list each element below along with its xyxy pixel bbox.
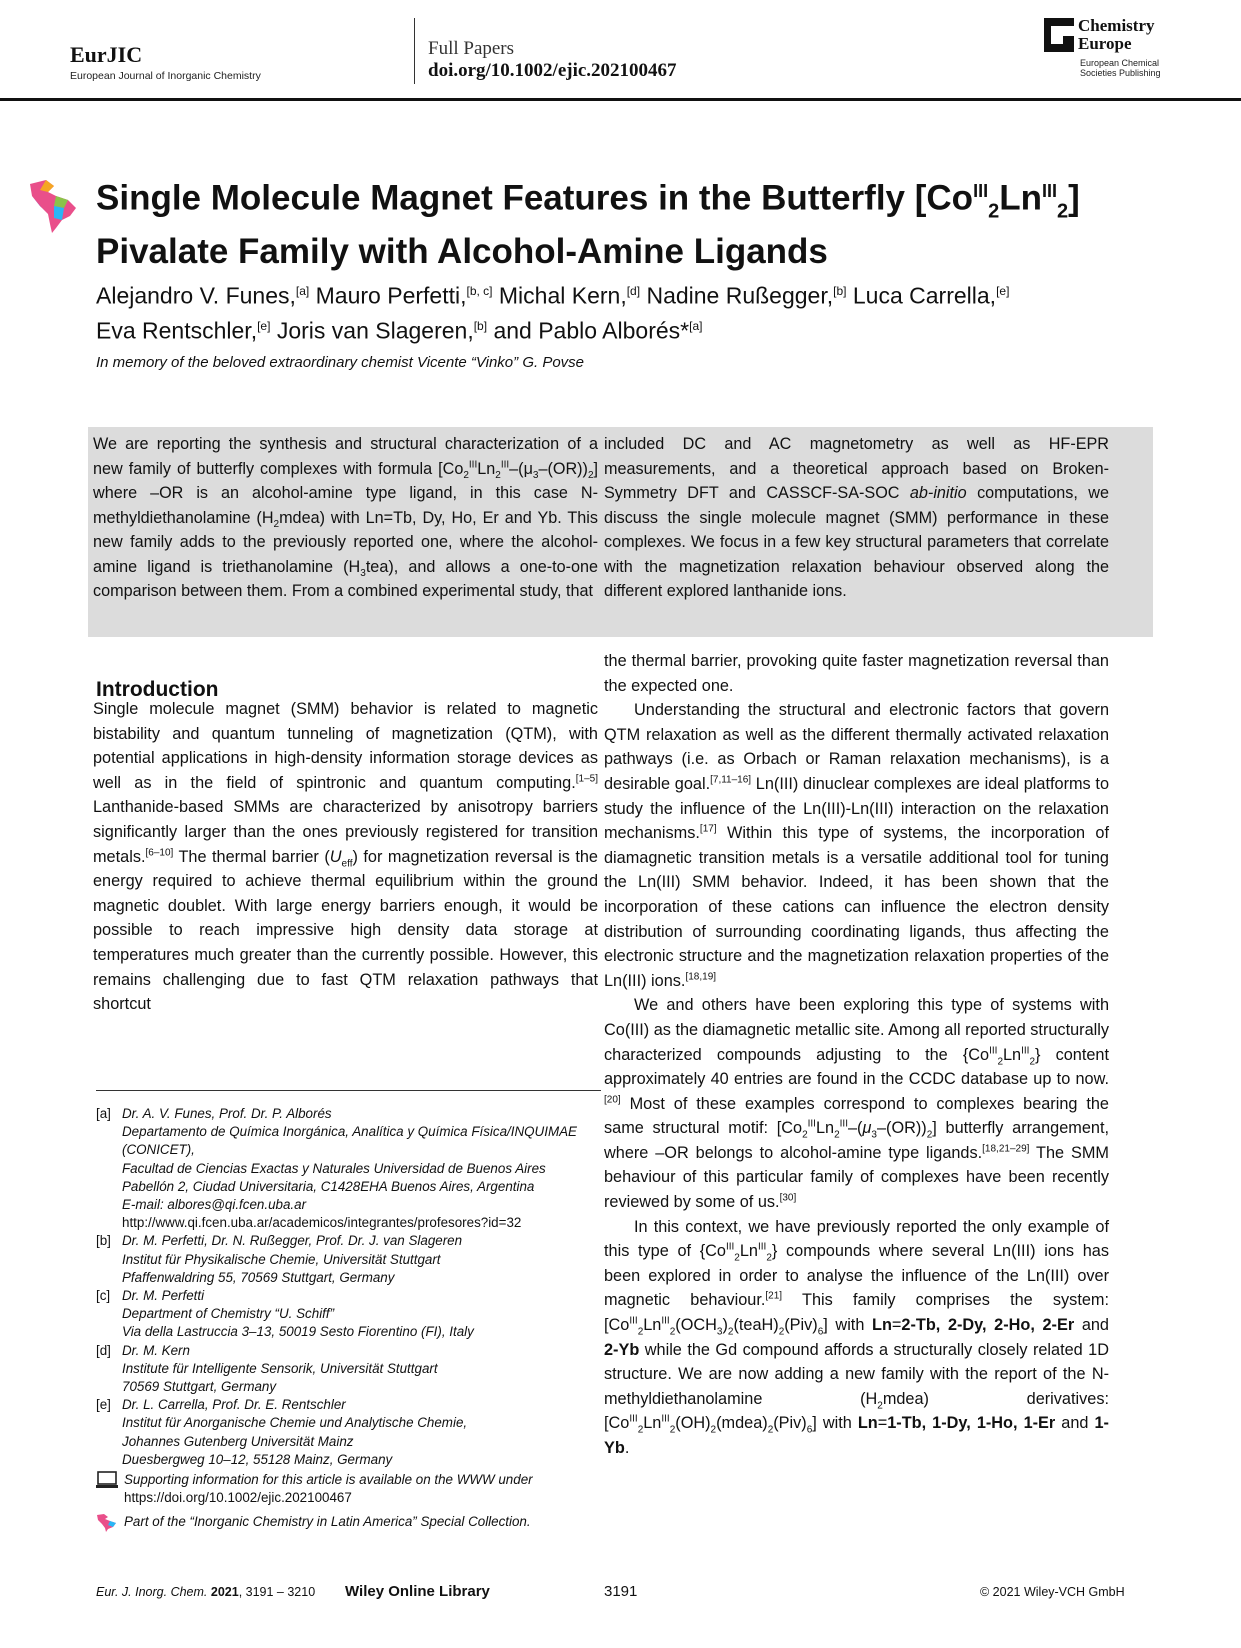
supporting-info-note: Supporting information for this article is available on the WWW under https://doi.org/10.1002/ejic.202100467 <box>124 1472 533 1506</box>
journal-full-name: European Journal of Inorganic Chemistry <box>70 70 261 82</box>
special-collection-note: Part of the “Inorganic Chemistry in Latin America” Special Collection. <box>124 1514 531 1530</box>
doi-link[interactable]: doi.org/10.1002/ejic.202100467 <box>428 60 677 81</box>
journal-abbreviation: EurJIC <box>70 42 143 67</box>
header-divider <box>414 18 415 84</box>
latin-america-map-icon <box>28 178 80 234</box>
article-type: Full Papers <box>428 38 515 59</box>
computer-icon <box>96 1471 118 1489</box>
footnote-rule <box>96 1090 601 1091</box>
chemistry-europe-logo-icon <box>1044 18 1074 52</box>
intro-right-column: the thermal barrier, provoking quite faster magnetization reversal than the expected one. Understanding the structural and electronic factors that govern QTM relaxation as well as the different thermally activated relaxation pathways (i.e. as Orbach or Raman relaxation mechanisms), is a desirable goal.[7,11–16] Ln(III) dinuclear complexes are ideal platforms to study the influence of the Ln(III)-Ln(III) interaction on the relaxation mechanisms.[17] Within this type of systems, the incorporation of diamagnetic transition metals is a versatile additional tool for tuning the Ln(III) SMM behavior. Indeed, it has been shown that the incorporation of these cations can influence the electron density distribution of surrounding coordinating ligands, thus affecting the electronic structure and the magnetization relaxation properties of the Ln(III) ions.[18,19] We and others have been exploring this type of systems with Co(III) as the diamagnetic metallic site. Among all reported structurally characterized compounds adjusting to the $\{Co^{III}_2Ln^{III}_2\}$ content approximately 40 entries are found in the CCDC database up to now.[20] Most of these examples correspond to complexes bearing the same structural motif: $[Co_2^{III}Ln_2^{III}-(\mu_3-(OR))_2]$ butterfly arrangement, where –OR belongs to alcohol-amine type ligands.[18,21–29] The SMM behaviour of this particular family of complexes have been recently reviewed by some of us.[30] In this context, we have previously reported the only example of this type of $\{Co^{III}_2Ln^{III}_2\}$ compounds where several Ln(III) ions has been explored in order to analyse the influence of the Ln(III) over magnetic behaviour.[21] This family comprises the system: $[Co^{III}_2Ln^{III}_2(OCH_3)_2(teaH)_2(Piv)_6]$ with Ln=2-Tb, 2-Dy, 2-Ho, 2-Er and 2-Yb while the Gd compound affords a structurally closely related 1D structure. We are now adding a new family with the report of the N-methyldiethanolamine $(H_2mdea)$ derivatives: $[Co^{III}_2Ln^{III}_2(OH)_2(mdea)_2(Piv)_6]$ with Ln=1-Tb, 1-Dy, 1-Ho, 1-Er and 1-Yb. <box>604 652 1110 1457</box>
dedication: In memory of the beloved extraordinary chemist Vicente “Vinko” G. Povse <box>96 354 585 371</box>
publisher-subtitle: European Chemical Societies Publishing <box>1080 58 1161 78</box>
copyright: © 2021 Wiley-VCH GmbH <box>980 1585 1125 1599</box>
author-list: Alejandro V. Funes,[a] Mauro Perfetti,[b, c] Michal Kern,[d] Nadine Rußegger,[b] Luca Carrella,[e] Eva Rentschler,[e] Joris van Slageren,[b] and Pablo Alborés*[a] <box>96 282 1010 344</box>
publisher-name-line2: Europe <box>1078 34 1132 53</box>
wiley-online-library-link[interactable]: Wiley Online Library <box>345 1583 490 1600</box>
abstract-right-column: included DC and AC magnetometry as well as HF-EPR measurements, and a theoretical approach based on Broken-Symmetry DFT and CASSCF-SA-SOC ab-initio computations, we discuss the single molecule magnet (SMM) performance in these complexes. We focus in a few key structural parameters that correlate with the magnetization relaxation behaviour observed along the different explored lanthanide ions. <box>604 435 1109 600</box>
publisher-name-line1: Chemistry <box>1078 16 1155 35</box>
intro-left-column: Single molecule magnet (SMM) behavior is related to magnetic bistability and quantum tunneling of magnetization (QTM), with potential applications in high-density information storage devices as well as in the field of spintronic and quantum computing.[1–5] Lanthanide-based SMMs are characterized by anisotropy barriers significantly larger than the ones previously registered for transition metals.[6–10] The thermal barrier $(U_{eff})$ for magnetization reversal is the energy required to achieve thermal equilibrium within the ground magnetic doublet. With large energy barriers enough, it would be possible to reach impressive high density data storage at temperatures much greater than the currently possible. However, this remains challenging due to fast QTM relaxation pathways that shortcut <box>93 700 598 1014</box>
citation: Eur. J. Inorg. Chem. 2021, 3191 – 3210 <box>96 1585 316 1599</box>
abstract-left-column: We are reporting the synthesis and structural characterization of a new family of butterfly complexes with formula $[Co_2^{III}Ln_2^{III}-(\mu_3-(OR))_2]$ where –OR is an alcohol-amine type ligand, in this case N-methyldiethanolamine $(H_2mdea)$ with Ln=Tb, Dy, Ho, Er and Yb. This new family adds to the previously reported one, where the alcohol-amine ligand is triethanolamine $(H_3tea)$, and allows a one-to-one comparison between them. From a combined experimental study, that <box>93 435 598 600</box>
article-title: Single Molecule Magnet Features in the Butterfly $[Co^{III}_2Ln^{III}_2]$ Pivalate Family with Alcohol-Amine Ligands <box>96 178 1080 271</box>
latin-america-collection-icon <box>96 1513 118 1533</box>
section-heading-introduction: Introduction <box>96 678 219 701</box>
page-number: 3191 <box>604 1583 638 1600</box>
affiliations: [a] Dr. A. V. Funes, Prof. Dr. P. Alborés Departamento de Química Inorgánica, Analítica y Química Física/INQUIMAE (CONICET), Facultad de Ciencias Exactas y Naturales Universidad de Buenos Aires Pabellón 2, Ciudad Universitaria, C1428EHA Buenos Aires, Argentina E-mail: albores@qi.fcen.uba.ar http://www.qi.fcen.uba.ar/academicos/integrantes/profesores?id=32 [b] Dr. M. Perfetti, Dr. N. Rußegger, Prof. Dr. J. van Slageren Institut für Physikalische Chemie, Universität Stuttgart Pfaffenwaldring 55, 70569 Stuttgart, Germany [c] Dr. M. Perfetti Department of Chemistry “U. Schiff” Via della Lastruccia 3–13, 50019 Sesto Fiorentino (FI), Italy [d] Dr. M. Kern Institute für Intelligente Sensorik, Universität Stuttgart 70569 Stuttgart, Germany [e] Dr. L. Carrella, Prof. Dr. E. Rentschler Institut für Anorganische Chemie und Analytische Chemie, Johannes Gutenberg Universität Mainz Duesbergweg 10–12, 55128 Mainz, Germany Supporting information for this article is available on the WWW under https://doi.org/10.1002/ejic.202100467 Part of the “Inorganic Chemistry in Latin America” Special Collection. <box>96 1105 606 1533</box>
header-rule <box>0 98 1241 101</box>
supporting-info-link[interactable]: https://doi.org/10.1002/ejic.202100467 <box>124 1490 352 1506</box>
